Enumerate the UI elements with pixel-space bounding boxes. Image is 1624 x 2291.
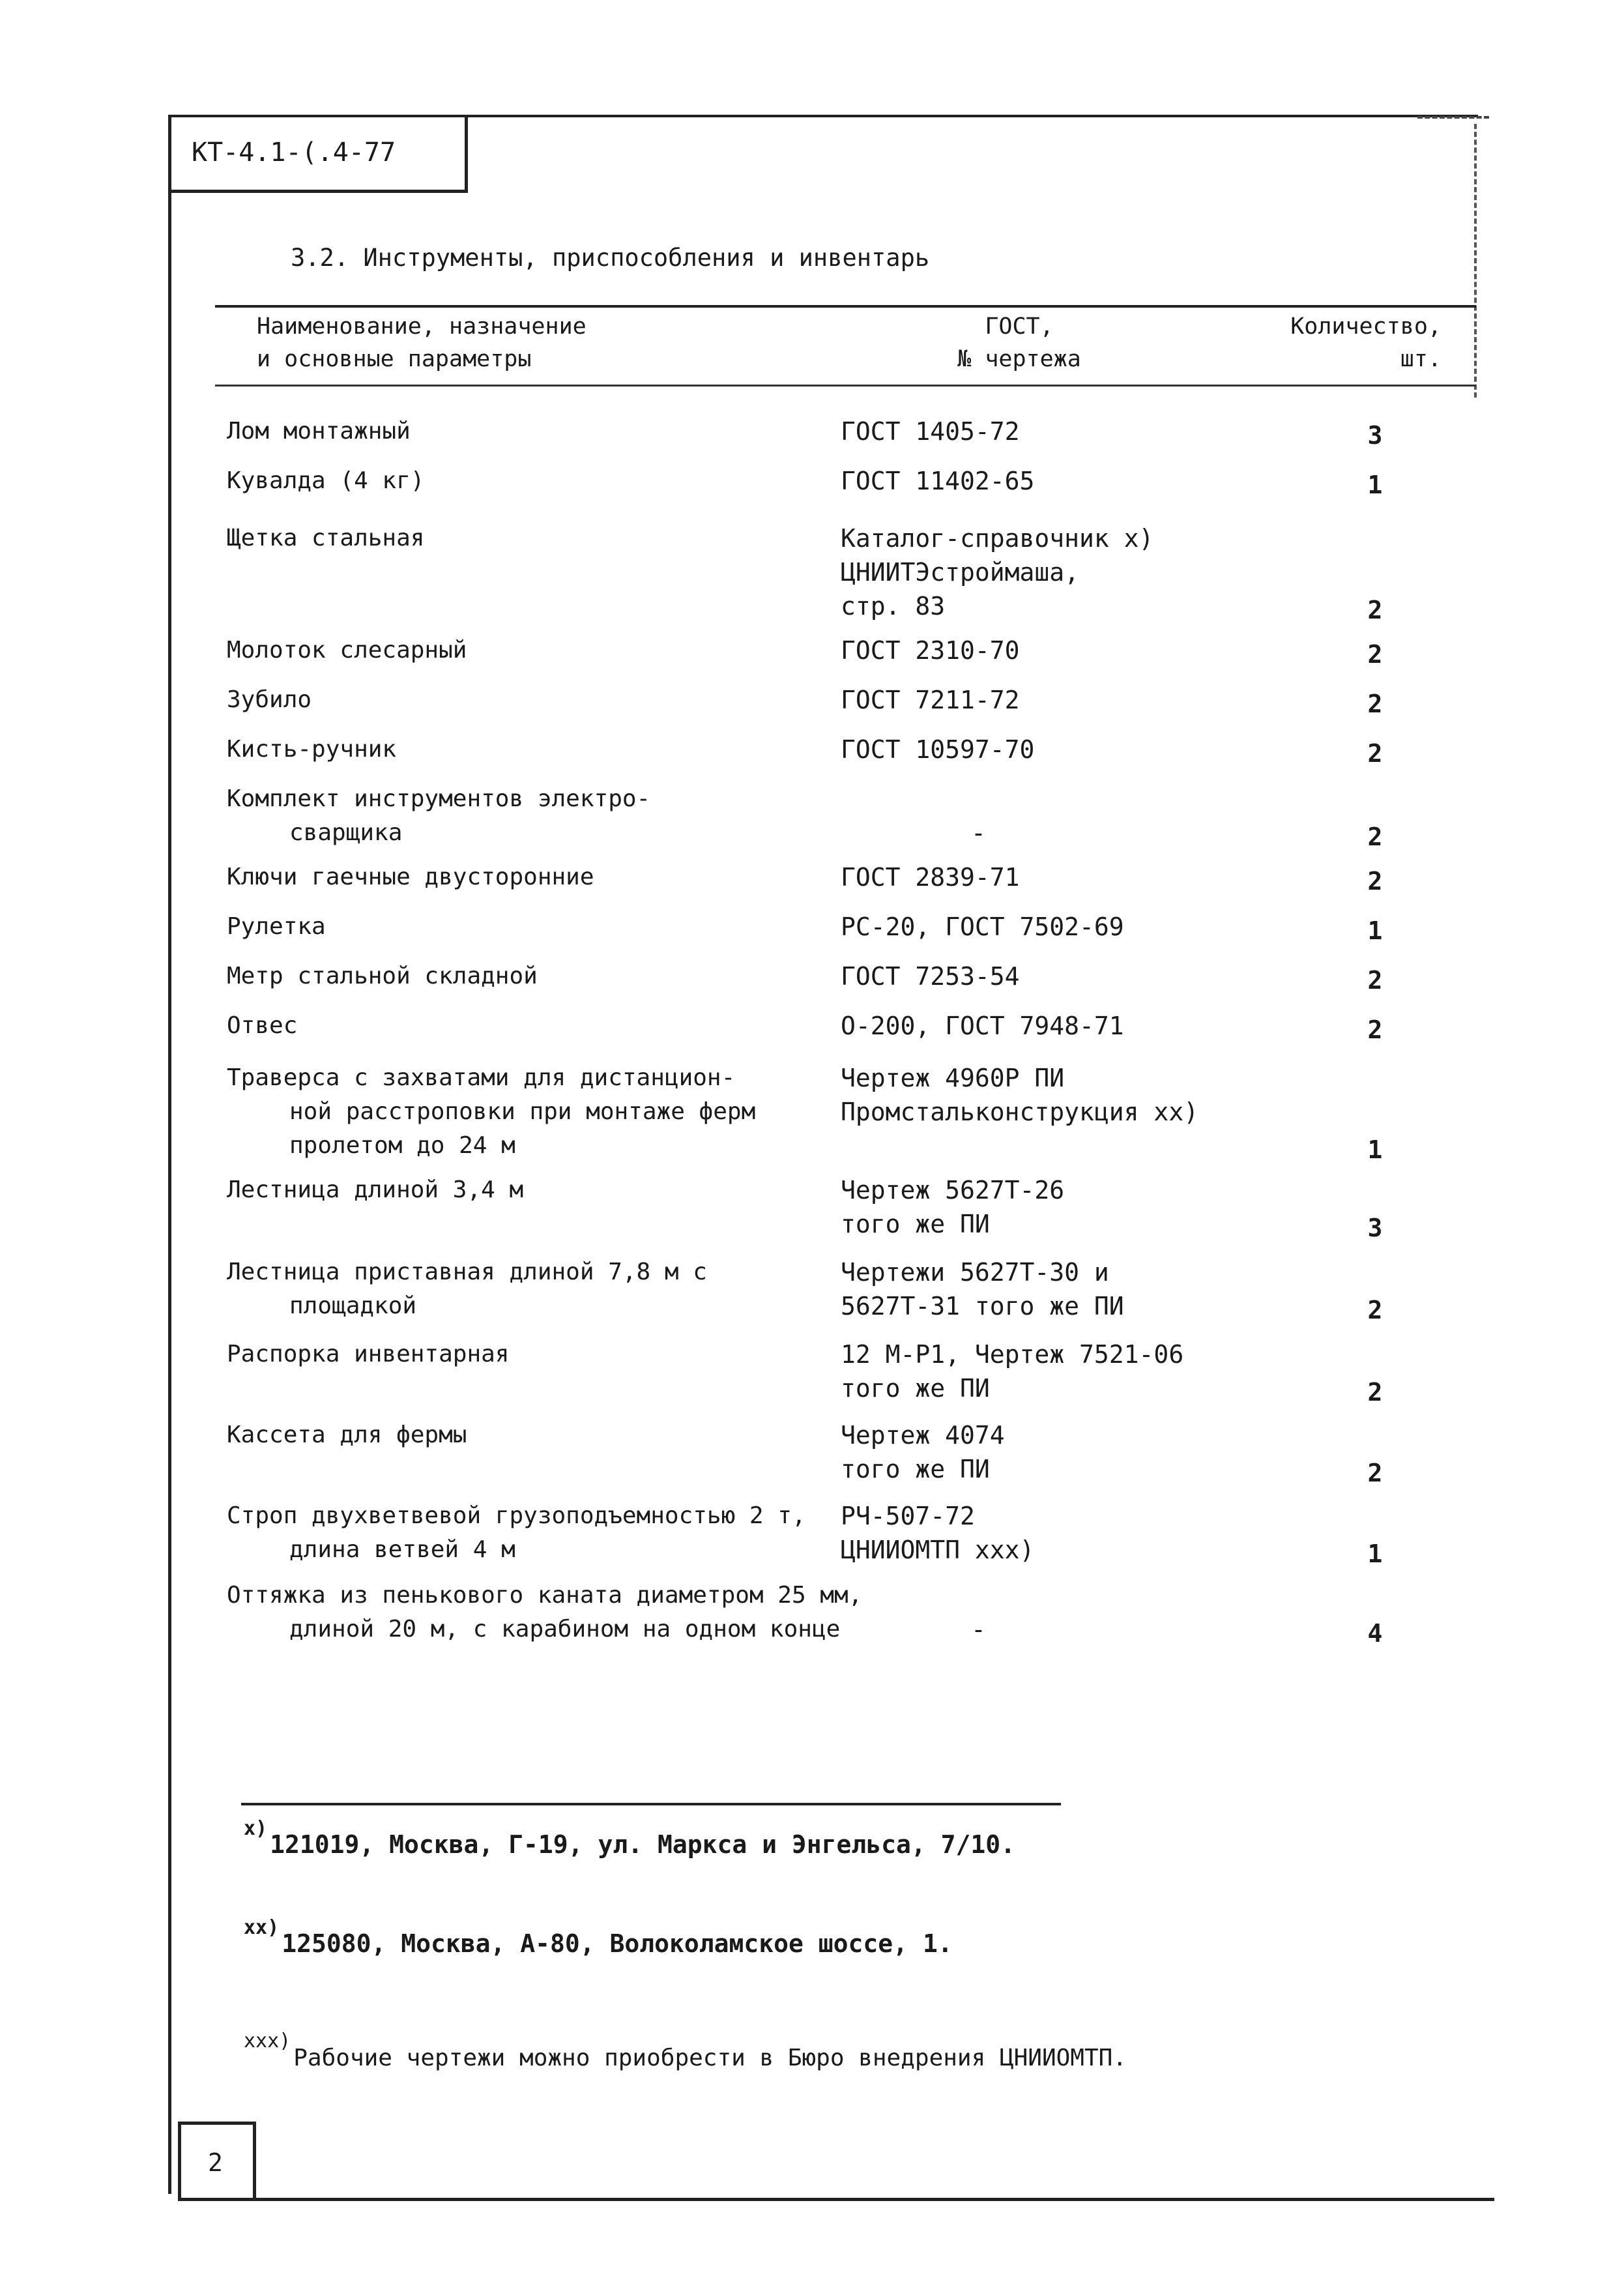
item-name-line: Кисть-ручник <box>227 736 397 763</box>
section-title: 3.2. Инструменты, приспособления и инвентарь <box>291 244 930 272</box>
item-gost-line: Чертежи 5627Т-30 и <box>841 1258 1109 1287</box>
item-name <box>227 1009 297 1043</box>
page-frame-top-dashed <box>1417 116 1489 119</box>
item-gost-line: Чертеж 5627Т-26 <box>841 1176 1065 1204</box>
item-gost-line: того же ПИ <box>841 1374 990 1403</box>
item-gost <box>841 415 1020 448</box>
item-gost-line: ГОСТ 1405-72 <box>841 417 1020 446</box>
item-gost <box>841 860 1020 894</box>
item-gost-line: ГОСТ 7253-54 <box>841 962 1020 991</box>
footnote-rule <box>241 1803 1061 1805</box>
column-header-name: Наименование, назначение и основные параметры <box>257 314 587 372</box>
item-quantity: 2 <box>1367 966 1383 995</box>
item-quantity: 2 <box>1367 1015 1383 1044</box>
item-quantity: 3 <box>1367 421 1383 450</box>
item-gost <box>841 1061 1198 1129</box>
item-name-line: Молоток слесарный <box>227 637 467 664</box>
item-name <box>227 634 467 667</box>
item-name-line: Лестница приставная длиной 7,8 м с <box>227 1259 707 1285</box>
item-name-line: Кувалда (4 кг) <box>227 467 425 494</box>
item-gost <box>841 1255 1124 1323</box>
item-gost-line: ГОСТ 7211-72 <box>841 686 1020 714</box>
footnote-3: $^{xxx)}$Рабочие чертежи можно приобрести в Бюро внедрения ЦНИИОМТП. <box>244 2030 1127 2071</box>
item-gost <box>841 1337 1183 1405</box>
item-name <box>227 1418 467 1452</box>
item-name-line: длиной 20 м, с карабином на одном конце <box>289 1616 841 1642</box>
page-number: 2 <box>178 2122 256 2200</box>
page-frame-right-dashed <box>1474 124 1477 398</box>
item-gost-line: стр. 83 <box>841 592 946 620</box>
item-quantity: 2 <box>1367 739 1383 768</box>
item-name-line: пролетом до 24 м <box>289 1132 515 1159</box>
item-name-line: ной расстроповки при монтаже ферм <box>289 1098 756 1125</box>
item-gost-line: Чертеж 4960Р ПИ <box>841 1064 1065 1092</box>
item-gost <box>841 521 1153 623</box>
item-name <box>227 782 650 850</box>
item-gost <box>841 1173 1064 1241</box>
item-quantity: 2 <box>1367 1296 1383 1324</box>
item-quantity: 2 <box>1367 596 1383 624</box>
item-gost-line: того же ПИ <box>841 1455 990 1483</box>
item-name-line: Кассета для фермы <box>227 1422 467 1448</box>
item-gost-line: Чертеж 4074 <box>841 1421 1005 1450</box>
item-name <box>227 415 411 448</box>
item-gost <box>841 1499 1034 1567</box>
item-quantity: 1 <box>1367 471 1383 499</box>
item-gost-line: О-200, ГОСТ 7948-71 <box>841 1012 1124 1040</box>
item-quantity: 2 <box>1367 1378 1383 1407</box>
item-name-line: Распорка инвентарная <box>227 1341 510 1367</box>
item-name <box>227 733 396 766</box>
item-gost <box>841 910 1124 944</box>
item-name-line: Строп двухветвевой грузоподъемностью 2 т, <box>227 1502 806 1529</box>
item-quantity: 4 <box>1367 1619 1383 1648</box>
item-gost <box>841 959 1020 993</box>
item-name-line: Оттяжка из пенькового каната диаметром 25 мм, <box>227 1582 863 1609</box>
item-name-line: Лом монтажный <box>227 418 411 445</box>
footnote-1: $^{x)}$121019, Москва, Г-19, ул. Маркса и Энгельса, 7/10. <box>244 1817 1016 1859</box>
item-gost <box>841 1009 1124 1043</box>
footnote-2: $^{xx)}$125080, Москва, А-80, Волоколамское шоссе, 1. <box>244 1916 953 1958</box>
document-code <box>168 115 468 193</box>
item-quantity: 2 <box>1367 1459 1383 1487</box>
item-gost-line: - <box>971 1615 986 1644</box>
item-gost <box>841 634 1020 667</box>
item-name <box>227 1255 707 1323</box>
column-header-gost: ГОСТ, № чертежа <box>957 314 1081 372</box>
item-name-line: Траверса с захватами для дистанцион- <box>227 1064 736 1091</box>
item-gost-line: ГОСТ 2839-71 <box>841 863 1020 892</box>
item-name-line: Ключи гаечные двусторонние <box>227 864 594 890</box>
item-name <box>227 860 594 894</box>
item-quantity: 2 <box>1367 690 1383 718</box>
item-gost-line: 12 М-Р1, Чертеж 7521-06 <box>841 1340 1184 1369</box>
item-name <box>227 521 424 555</box>
item-quantity: 1 <box>1367 1135 1383 1164</box>
item-gost-line: - <box>971 819 986 847</box>
item-gost-line: 5627Т-31 того же ПИ <box>841 1292 1124 1321</box>
item-quantity: 1 <box>1367 916 1383 945</box>
item-name-line: площадкой <box>289 1292 417 1319</box>
document-code-text: КТ-4.1-(.4-77 <box>192 137 396 168</box>
item-gost-line: ЦНИИТЭстроймаша, <box>841 558 1080 587</box>
item-name <box>227 1579 862 1646</box>
item-gost <box>841 1418 1005 1486</box>
item-quantity: 2 <box>1367 867 1383 896</box>
item-name-line: Зубило <box>227 686 312 713</box>
item-name <box>227 683 312 717</box>
item-name-line: Лестница длиной 3,4 м <box>227 1176 524 1203</box>
item-name-line: Отвес <box>227 1012 298 1039</box>
item-quantity: 2 <box>1367 640 1383 669</box>
page-frame-left <box>168 115 171 2194</box>
item-gost-line: ГОСТ 11402-65 <box>841 467 1035 495</box>
table-top-rule <box>215 305 1476 308</box>
item-name-line: сварщика <box>289 819 403 846</box>
item-gost-line: Промстальконструкция xx) <box>841 1098 1199 1126</box>
item-name <box>227 1337 509 1371</box>
page-frame-bottom <box>178 2198 1494 2201</box>
item-gost-line: ГОСТ 2310-70 <box>841 636 1020 665</box>
item-gost-line: того же ПИ <box>841 1210 990 1238</box>
item-name-line: Метр стальной складной <box>227 963 538 989</box>
item-quantity: 3 <box>1367 1214 1383 1242</box>
table-header-rule <box>215 385 1476 387</box>
item-name-line: длина ветвей 4 м <box>289 1536 515 1563</box>
item-name <box>227 1061 755 1163</box>
item-gost-line: РС-20, ГОСТ 7502-69 <box>841 912 1124 941</box>
item-gost-line: ГОСТ 10597-70 <box>841 735 1035 764</box>
item-gost <box>971 816 986 850</box>
column-header-quantity: Количество, шт. <box>1290 314 1442 372</box>
item-gost <box>841 683 1020 717</box>
item-gost <box>971 1612 986 1646</box>
item-gost <box>841 733 1034 766</box>
item-name <box>227 1173 523 1207</box>
item-gost <box>841 464 1034 498</box>
item-quantity: 2 <box>1367 823 1383 851</box>
item-gost-line: ЦНИИОМТП xxx) <box>841 1536 1035 1564</box>
item-name-line: Щетка стальная <box>227 525 425 551</box>
item-name-line: Комплект инструментов электро- <box>227 785 651 812</box>
item-name <box>227 910 326 944</box>
item-name-line: Рулетка <box>227 913 326 940</box>
item-name <box>227 1499 806 1567</box>
item-name <box>227 959 538 993</box>
item-quantity: 1 <box>1367 1539 1383 1568</box>
item-gost-line: Каталог-справочник x) <box>841 524 1154 553</box>
item-gost-line: РЧ-507-72 <box>841 1502 975 1530</box>
item-name <box>227 464 424 498</box>
